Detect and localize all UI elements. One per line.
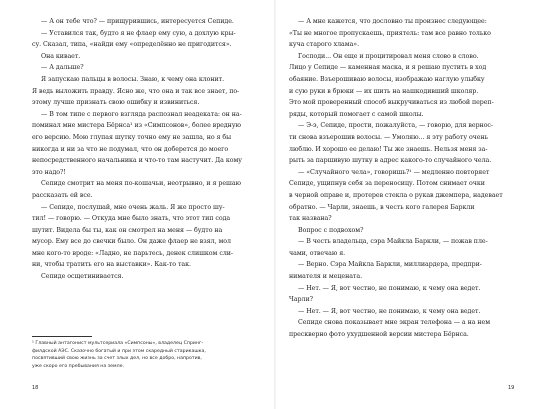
text-line: — Нет. — Я, вот честно, не понимаю, к чему она ведет. (298, 284, 481, 292)
paragraph (32, 51, 252, 63)
paragraph (32, 271, 252, 283)
text-line: — Уставился так, будто я не флаер ему сую, а дохлую кры- (41, 29, 236, 37)
paragraph (289, 259, 517, 282)
text-line: в черной оправе и, протерев стекла о рукав джемпера, надевает (289, 191, 503, 199)
text-line: — А мне кажется, что дословно ты произнес следующее: (298, 18, 487, 25)
paragraph (32, 62, 252, 74)
text-line: — Э-э, Сепиде, прости, пожалуйста, — говорю, для вернос- (298, 122, 493, 130)
footnote-line: филдской АЭС. Сказочно богатый и при этом скаредный старикашка, (32, 348, 206, 354)
footnote (32, 340, 252, 370)
text-line: нимателя и мецената. (289, 273, 363, 281)
paragraph (32, 74, 252, 109)
text-line: рыть за паршивую шутку в адрес какого-то случайного чела. (289, 157, 492, 165)
text-line: Господи... Он еще и процитировал меня слово в слово. (298, 52, 479, 60)
text-line: прескверно фото ухудшенной версии мистера Бёрнса. (289, 331, 469, 339)
paragraph (32, 178, 252, 201)
text-line: — В честь владельца, сэра Майкла Баркли, — пожав пле- (298, 238, 488, 246)
page-number-right: 19 (508, 385, 515, 391)
text-line: Вопрос с подвохом? (298, 226, 364, 234)
text-line: Она кивает. (41, 52, 81, 60)
text-line: никогда и ни за что не подумал, что он доберется до моего (32, 145, 229, 153)
text-line: — «Случайного чела», говоришь?¹ — медленно повторяет (298, 168, 490, 176)
text-line: мне кого-то вроде: «Ладно, не парьтесь, денек слишком сли- (32, 249, 233, 257)
text-line: Сепиде снова показывает мне экран телефона — а на нем (298, 319, 491, 327)
footnote-rule (32, 336, 92, 337)
text-line: и сую руки в брюки — их шить на нашкодивший школяр. (289, 87, 479, 95)
text-line: обратно. — Чарли, знаешь, в честь кого галерея Баркли (289, 203, 475, 211)
footnote-line: посвятивший свою жизнь за счет злых дел, но все добро, напротив, (32, 356, 202, 362)
text-line: Это мой проверенный способ выкручиваться из любой переп- (289, 99, 494, 107)
text-line: — А дальше? (41, 64, 84, 72)
text-line: Я запускаю пальцы в волосы. Знаю, к чему она клонит. (41, 75, 225, 83)
text-line: рассказать ей все. (32, 191, 93, 199)
text-line: ряды, который помогает с самой школы. (289, 110, 424, 118)
text-line: «Ты не многое пропускаешь, приятель: там все равно только (289, 29, 491, 37)
right-page-body (289, 16, 517, 341)
text-line: мусор. Ему все до свечки было. Он даже флаер не взял, мол (32, 238, 231, 246)
text-line: ни, чтобы тратить его на выставки». Как-то так. (32, 261, 191, 269)
paragraph (289, 306, 517, 318)
footnote-line: уже скоро его пребывания на земле. (32, 363, 124, 369)
text-line: это надо?! (32, 168, 66, 176)
paragraph (289, 167, 517, 225)
text-line: куча старого хлама». (289, 41, 360, 49)
text-line: тил! — говорю. — Откуда мне было знать, что этот тип сода (32, 215, 231, 223)
paragraph (32, 202, 252, 272)
text-line: Сепиде, ущипнув себя за переносицу. Потом снимает очки (289, 180, 485, 188)
paragraph (32, 109, 252, 179)
text-line: Сепиде осщетинивается. (41, 273, 124, 281)
text-line: — В том типе с первого взгляда распознал неадеката: он на- (41, 110, 242, 118)
text-line: этому лучше признать свою ошибку и извиниться. (32, 99, 200, 107)
text-line: так названа? (289, 215, 332, 223)
text-line: су. Сказал, типа, «найди ему «определённо не пригодится». (32, 41, 232, 49)
text-line: Сепиде смотрит на меня по-кошачьи, неотрывно, и я решаю (41, 180, 241, 188)
text-line: Чарли? (289, 296, 313, 304)
footnote-line: ¹ Главный антагонист мультсериала «Симпсоны», владелец Спринг- (32, 341, 204, 346)
text-line: его версию. Мою глупая шутку точно ему не зашла, но я бы (32, 133, 232, 141)
text-line: — Нет. — Я, вот честно, не понимаю, к чему она ведет. (298, 307, 481, 315)
paragraph (32, 28, 252, 51)
text-line: — Сепиде, послушай, мне очень жаль. Я же просто шу- (41, 203, 225, 211)
text-line: ти снова взъерошив волосы. — Умоляю... я эту работу очень (289, 133, 489, 141)
text-line: — А он тебе что? — прищурившись, интересуется Сепиде. (41, 18, 234, 25)
text-line: — Верно. Сэра Майкла Баркли, миллиардера, предпри- (298, 261, 482, 269)
paragraph (289, 283, 517, 306)
paragraph (289, 51, 517, 121)
paragraph (289, 317, 517, 340)
paragraph (32, 16, 252, 28)
text-line: поминал мне мистера Бёрнса¹ из «Симпсонов», более вредную (32, 122, 241, 130)
text-line: люблю. И хорошо ее делаю! Ты же знаешь. Нельзя меня за- (289, 145, 488, 153)
text-line: обаяние. Взъерошиваю волосы, изображаю наглую улыбку (289, 75, 485, 83)
text-line: непосредственного начальника и что-то там настучит. Да кому (32, 157, 242, 165)
paragraph (289, 120, 517, 166)
paragraph (289, 16, 517, 51)
page-number-left: 18 (32, 385, 39, 391)
text-line: Я ведь выложить правду. Ясно же, что она и так все знает, по- (32, 87, 240, 95)
paragraph (289, 225, 517, 237)
left-page-body (32, 16, 252, 283)
text-line: шутит. Видела бы ты, как он смотрел на меня — будто на (32, 226, 223, 234)
paragraph (289, 236, 517, 259)
text-line: Лицо у Сепиде — каменная маска, и я решаю пустить в ход (289, 64, 487, 72)
text-line: чами, отвечаю я. (289, 249, 346, 257)
